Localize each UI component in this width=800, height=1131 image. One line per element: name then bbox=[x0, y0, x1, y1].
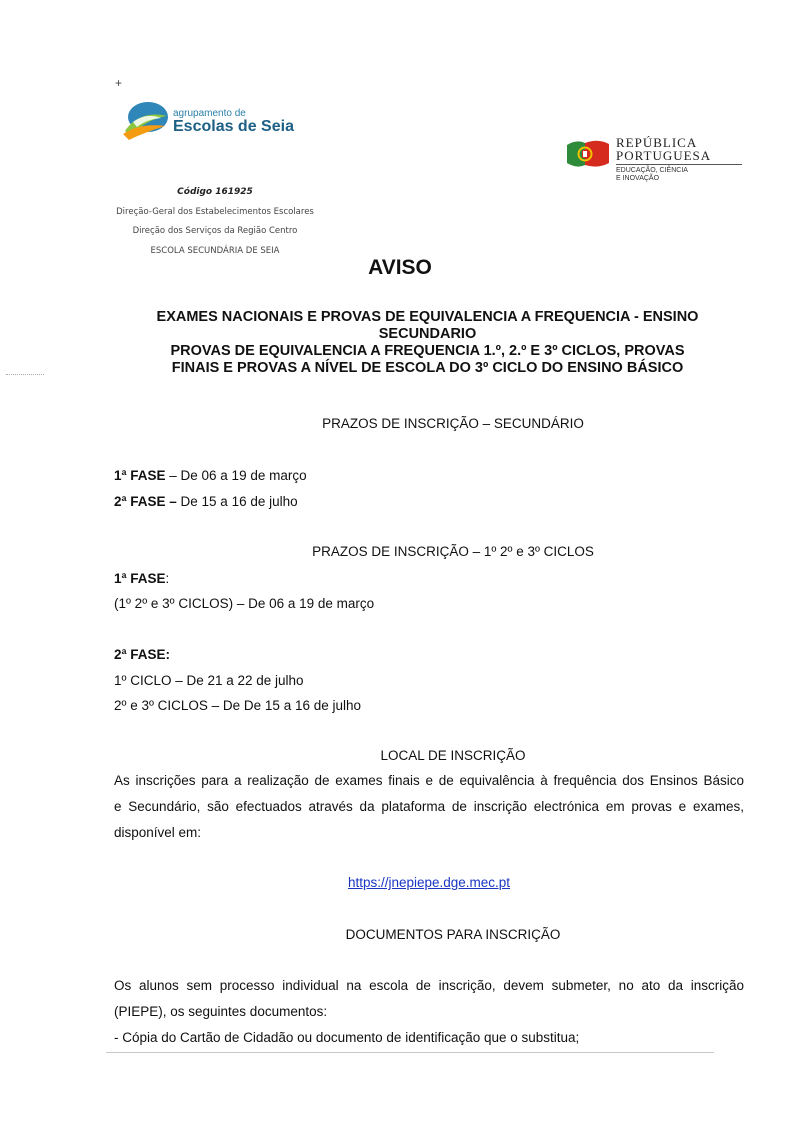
subtitle-line: PROVAS DE EQUIVALENCIA A FREQUENCIA 1.º, 2.º E 3º CICLOS, PROVAS bbox=[170, 343, 685, 359]
republic-logo bbox=[565, 136, 755, 182]
local-paragraph bbox=[114, 768, 744, 846]
school-code: Código 161925 bbox=[177, 187, 253, 197]
fase-label: 1ª FASE bbox=[114, 468, 166, 483]
section-heading-documentos: DOCUMENTOS PARA INSCRIÇÃO bbox=[345, 927, 561, 942]
plus-mark: + bbox=[115, 76, 123, 90]
republic-name-line: PORTUGUESA bbox=[616, 147, 712, 163]
footer-divider bbox=[106, 1052, 714, 1053]
fase-label: 2ª FASE – bbox=[114, 494, 177, 509]
ciclos-fase1-dates: (1º 2º e 3º CICLOS) – De 06 a 19 de março bbox=[114, 596, 375, 611]
paragraph-line: Os alunos sem processo individual na escola de inscrição, devem submeter, no ato da inscrição bbox=[114, 978, 744, 993]
portuguese-flag-icon bbox=[565, 139, 611, 169]
ministry-name-line: EDUCAÇÃO, CIÊNCIA bbox=[616, 167, 688, 174]
school-logo-emblem-icon bbox=[121, 98, 171, 142]
subtitle-line: FINAIS E PROVAS A NÍVEL DE ESCOLA DO 3º CICLO DO ENSINO BÁSICO bbox=[171, 360, 684, 376]
paragraph-line: e Secundário, são efectuados através da plataforma de inscrição electrónica em provas e exames, bbox=[114, 799, 744, 814]
ministry-name bbox=[616, 167, 688, 182]
notice-subtitle bbox=[100, 309, 755, 377]
school-info-line: Direção-Geral dos Estabelecimentos Escolares bbox=[116, 206, 314, 217]
republic-name bbox=[616, 137, 711, 162]
fase-dates: – De 06 a 19 de março bbox=[165, 468, 307, 483]
paragraph-line: - Cópia do Cartão de Cidadão ou documento de identificação que o substitua; bbox=[114, 1030, 580, 1045]
page-title: AVISO bbox=[368, 256, 432, 279]
fase-label: 1ª FASE bbox=[114, 571, 166, 586]
republic-divider bbox=[616, 164, 742, 165]
margin-dotted-mark bbox=[6, 374, 44, 375]
fase-label: 2ª FASE: bbox=[114, 647, 171, 662]
section-heading-local: LOCAL DE INSCRIÇÃO bbox=[380, 748, 526, 763]
school-info bbox=[100, 183, 330, 261]
section-heading-ciclos: PRAZOS DE INSCRIÇÃO – 1º 2º e 3º CICLOS bbox=[312, 544, 594, 559]
secundario-fase1 bbox=[114, 468, 307, 483]
ciclos-fase2-label bbox=[114, 647, 170, 662]
registration-link[interactable]: https://jnepiepe.dge.mec.pt bbox=[347, 875, 511, 890]
section-heading-secundario: PRAZOS DE INSCRIÇÃO – SECUNDÁRIO bbox=[322, 416, 584, 431]
ciclos-fase1-label bbox=[114, 571, 169, 586]
subtitle-line: SECUNDARIO bbox=[378, 326, 477, 342]
school-info-line: ESCOLA SECUNDÁRIA DE SEIA bbox=[150, 245, 280, 256]
documentos-paragraph bbox=[114, 973, 744, 1051]
secundario-fase2 bbox=[114, 494, 298, 509]
ciclos-fase2-line: 2º e 3º CICLOS – De De 15 a 16 de julho bbox=[114, 698, 362, 713]
school-info-line: Direção dos Serviços da Região Centro bbox=[132, 226, 298, 236]
paragraph-line: (PIEPE), os seguintes documentos: bbox=[114, 1004, 328, 1019]
fase-dates: De 15 a 16 de julho bbox=[176, 494, 298, 509]
school-logo bbox=[121, 98, 294, 144]
school-logo-name: Escolas de Seia bbox=[173, 118, 294, 135]
subtitle-line: EXAMES NACIONAIS E PROVAS DE EQUIVALENCIA A FREQUENCIA - ENSINO bbox=[156, 309, 699, 325]
paragraph-line: As inscrições para a realização de exames finais e de equivalência à frequência dos Ensinos Básico bbox=[114, 773, 744, 788]
ministry-name-line: E INOVAÇÃO bbox=[616, 174, 660, 182]
republic-name-line: REPÚBLICA bbox=[616, 135, 698, 150]
school-logo-small-text: agrupamento de bbox=[173, 108, 246, 119]
fase-colon: : bbox=[165, 571, 170, 586]
ciclos-fase2-line: 1º CICLO – De 21 a 22 de julho bbox=[114, 673, 304, 688]
paragraph-line: disponível em: bbox=[114, 825, 202, 840]
